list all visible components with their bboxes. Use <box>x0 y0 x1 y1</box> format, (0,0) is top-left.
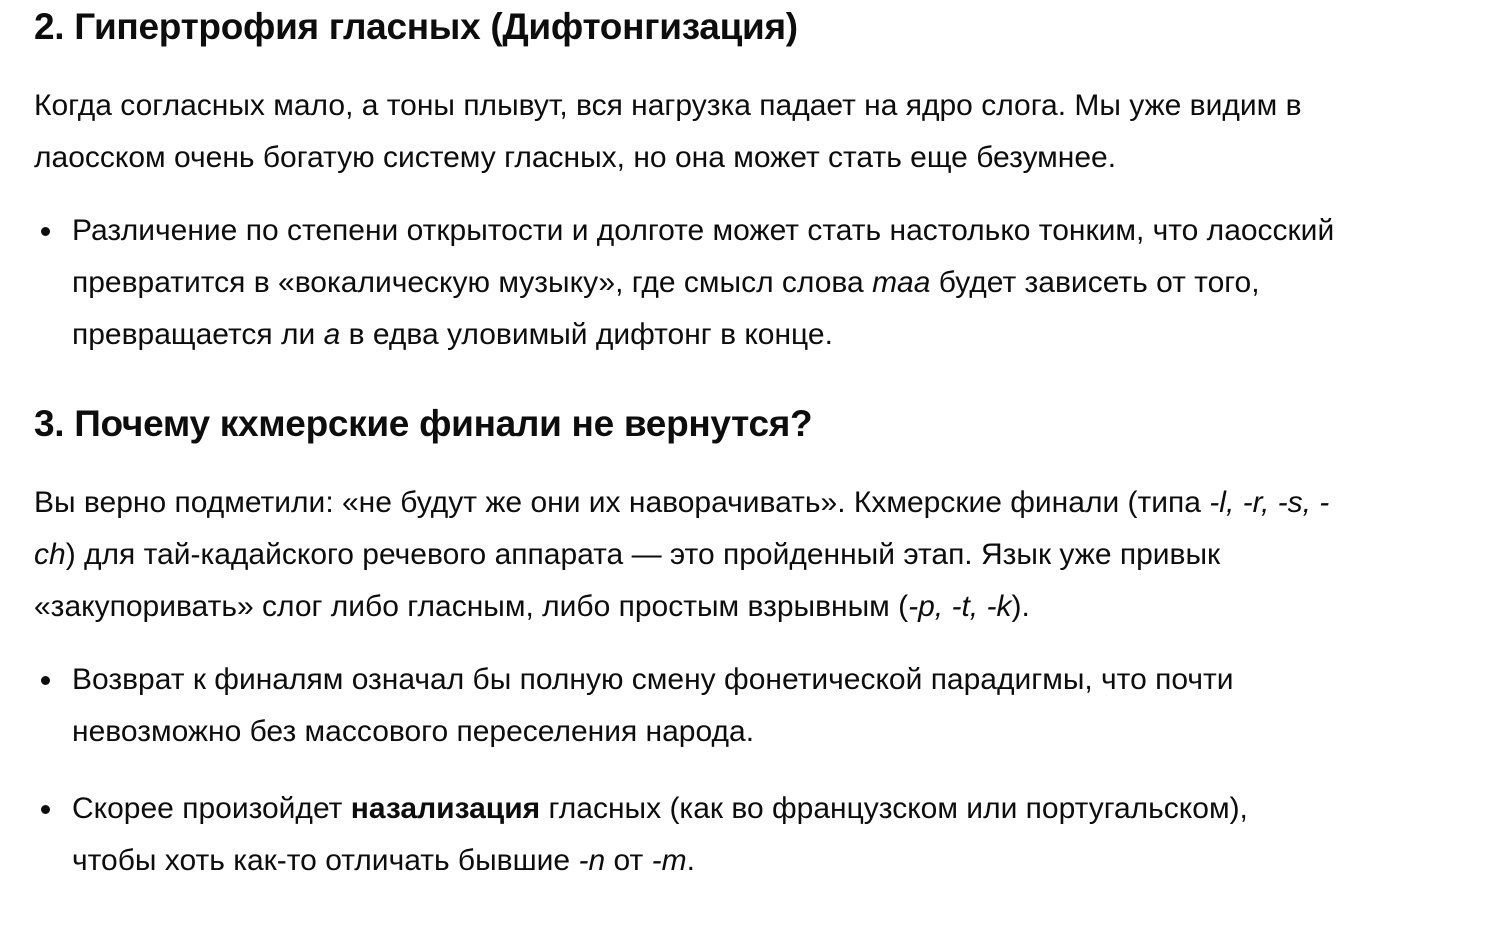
text-run: Различение по степени открытости и долготе может стать настолько тонким, что лаосский превратится в «вокалическую музыку», где смысл слова <box>72 214 1335 299</box>
italic-run: -p, -t, -k <box>908 590 1012 623</box>
italic-run: -m <box>651 844 687 877</box>
paragraph-vowel-load <box>34 80 1336 184</box>
heading-vowel-hypertrophy <box>34 4 1336 50</box>
text-run: Вы верно подметили: «не будут же они их наворачивать». Кхмерские финали (типа <box>34 486 1210 519</box>
list-vowel-distinctions <box>34 205 1336 361</box>
list-item <box>34 654 1336 758</box>
list-khmer-reasons <box>34 654 1336 887</box>
italic-run: -l, -r, -s, -ch <box>34 486 1330 571</box>
text-run: ) для тай-кадайского речевого аппарата — это пройденный этап. Язык уже привык «закупоривать» слог либо гласным, либо простым взрывным ( <box>34 538 1221 623</box>
heading-khmer-finals <box>34 401 1336 447</box>
italic-run: a <box>323 318 341 351</box>
paragraph-khmer-finals <box>34 477 1336 633</box>
text-run: гласных (как во французском или португальском), чтобы хоть как-то отличать бывшие <box>72 792 1248 877</box>
list-item <box>34 783 1336 887</box>
text-run: 3. Почему кхмерские финали не вернутся? <box>34 403 813 444</box>
bold-run: назализация <box>350 792 541 825</box>
text-run: ). <box>1011 590 1030 623</box>
text-run: 2. Гипертрофия гласных (Дифтонгизация) <box>34 6 798 47</box>
text-run: будет зависеть от того, превращается ли <box>72 266 1260 351</box>
text-run: Когда согласных мало, а тоны плывут, вся нагрузка падает на ядро слога. Мы уже видим в лаосском очень богатую систему гласных, но она может стать еще безумнее. <box>34 89 1302 174</box>
text-run: Скорее произойдет <box>72 792 351 825</box>
text-run: Возврат к финалям означал бы полную смену фонетической парадигмы, что почти невозможно без массового переселения народа. <box>72 663 1234 748</box>
text-run: от <box>605 844 652 877</box>
italic-run: -n <box>578 844 606 877</box>
document-content <box>34 4 1336 887</box>
text-run: . <box>686 844 695 877</box>
list-item <box>34 205 1336 361</box>
italic-run: maa <box>872 266 931 299</box>
text-run: в едва уловимый дифтонг в конце. <box>340 318 833 351</box>
